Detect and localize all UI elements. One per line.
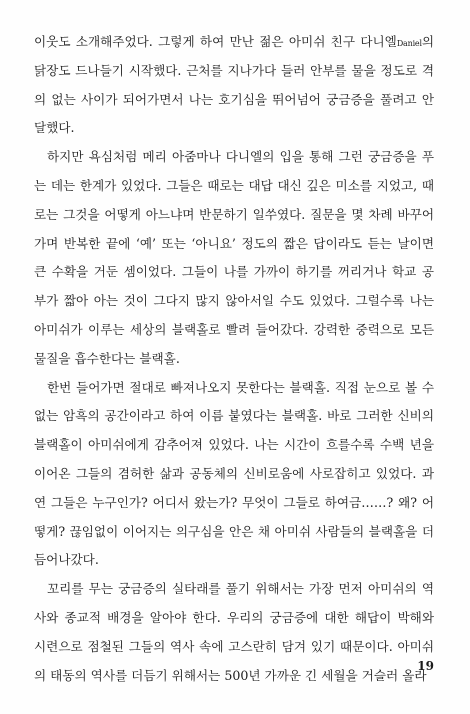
text-line: [34, 575, 434, 604]
paragraph: [34, 374, 434, 576]
text-line: [34, 402, 434, 431]
text-run: 의 없는 사이가 되어가면서 나는 호기심을 뛰어넘어 궁금증을 풀려고 안: [34, 91, 434, 107]
text-line: [34, 345, 434, 374]
text-run: 의: [421, 34, 434, 49]
text-run: 는 데는 한계가 있었다. 그들은 때로는 대답 대신 깊은 미소를 지었고, 때: [34, 177, 434, 193]
text-run: 하지만 욕심처럼 메리 아줌마나 다니엘의 입을 통해 그런 궁금증을 푸: [47, 149, 434, 165]
text-run: 아미쉬가 이루는 세상의 블랙홀로 빨려 들어갔다. 강력한 중력으로 모든: [34, 321, 434, 337]
text-line: [34, 460, 434, 489]
text-run: 물질을 흡수한다는 블랙홀.: [34, 350, 180, 366]
text-line: [34, 28, 434, 57]
text-run: 듬어나갔다.: [34, 552, 99, 568]
text-run: 로는 그것을 어떻게 아느냐며 반문하기 일쑤였다. 질문을 몇 차례 바꾸어: [34, 206, 434, 222]
paragraph: [34, 28, 434, 143]
text-run: 의 태동의 역사를 더듬기 위해서는 500년 가까운 긴 세월을 거슬러 올라: [34, 667, 427, 683]
text-run: 달했다.: [34, 120, 75, 136]
page-number: 19: [417, 659, 434, 673]
text-line: [34, 114, 434, 143]
body-text: [34, 28, 434, 690]
text-line: [34, 662, 434, 691]
text-line: [34, 431, 434, 460]
text-run: 꼬리를 무는 궁금증의 실타래를 풀기 위해서는 가장 먼저 아미쉬의 역: [47, 581, 434, 597]
text-run: 없는 암흑의 공간이라고 하여 이름 붙였다는 블랙홀. 바로 그러한 신비의: [34, 408, 434, 424]
text-run: 한번 들어가면 절대로 빠져나오지 못한다는 블랙홀. 직접 눈으로 볼 수: [47, 379, 434, 395]
text-run: 연 그들은 누구인가? 어디서 왔는가? 무엇이 그들로 하여금……? 왜? 어: [34, 494, 434, 510]
text-line: [34, 316, 434, 345]
text-line: [34, 546, 434, 575]
text-run: 떻게? 끊임없이 이어지는 의구심을 안은 채 아미쉬 사람들의 블랙홀을 더: [34, 523, 434, 539]
text-run: 이어온 그들의 겸허한 삶과 공동체의 신비로움에 사로잡히고 있었다. 과: [34, 465, 434, 481]
text-line: [34, 287, 434, 316]
text-run: 닭장도 드나들기 시작했다. 근처를 지나가다 들러 안부를 물을 정도로 격: [34, 62, 434, 78]
text-run: 블랙홀이 아미쉬에게 감추어져 있었다. 나는 시간이 흐를수록 수백 년을: [34, 437, 434, 453]
text-line: [34, 374, 434, 403]
text-run: 사와 종교적 배경을 알아야 한다. 우리의 궁금증에 대한 해답이 박해와: [34, 609, 434, 625]
text-line: [34, 230, 434, 259]
text-line: [34, 604, 434, 633]
text-line: [34, 143, 434, 172]
text-run: 가며 반복한 끝에 ‘예’ 또는 ‘아니요’ 정도의 짧은 답이라도 듣는 날이면: [34, 235, 434, 251]
text-run: 시련으로 점철된 그들의 역사 속에 고스란히 담겨 있기 때문이다. 아미쉬: [34, 638, 434, 654]
text-run: 부가 짧아 아는 것이 그다지 많지 않아서일 수도 있었다. 그럴수록 나는: [34, 293, 434, 309]
text-run: 이웃도 소개해주었다. 그렇게 하여 만난 젊은 아미쉬 친구 다니엘: [34, 34, 397, 49]
text-line: [34, 172, 434, 201]
text-line: [34, 258, 434, 287]
text-line: [34, 201, 434, 230]
text-run: 큰 수확을 거둔 셈이었다. 그들이 나를 가까이 하기를 꺼리거나 학교 공: [34, 264, 434, 280]
romanized-name: Daniel: [396, 39, 422, 48]
paragraph: [34, 575, 434, 690]
text-line: [34, 57, 434, 86]
paragraph: [34, 143, 434, 373]
text-line: [34, 86, 434, 115]
text-line: [34, 489, 434, 518]
text-line: [34, 633, 434, 662]
text-line: [34, 518, 434, 547]
